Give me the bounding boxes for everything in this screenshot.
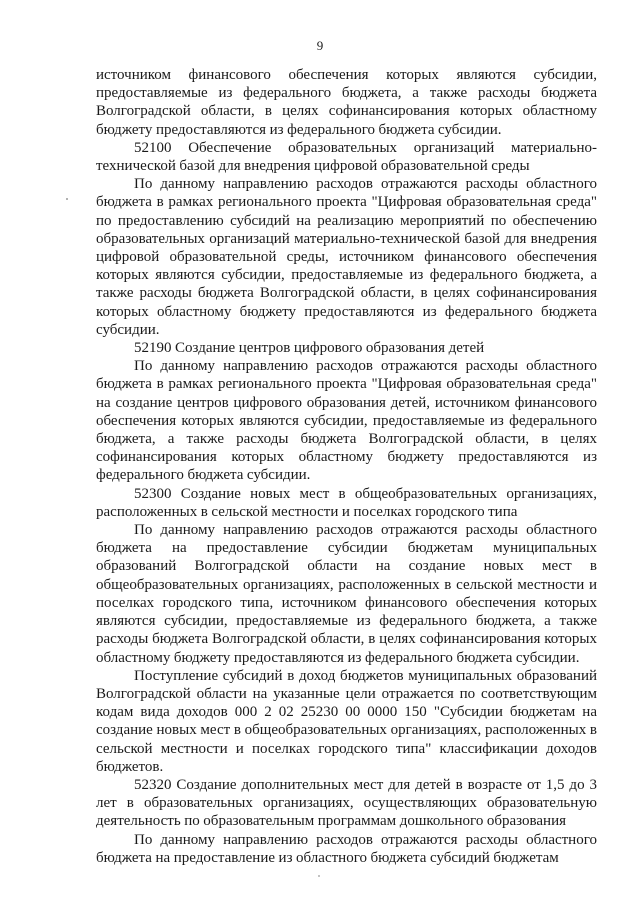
paragraph-continuation: источником финансового обеспечения которых являются субсидии, предоставляемые из федерального бюджета, а также расходы бюджета Волгоградской области, в целях софинансирования которых областному бюджету предоставляются из федерального бюджета субсидии. — [96, 67, 597, 138]
paragraph-52300-description: По данному направлению расходов отражаются расходы областного бюджета на предоставление субсидии бюджетам муниципальных образований Волгоградской области на создание новых мест в общеобразовательных организациях, расположенных в сельской местности и поселках городского типа, источником финансового обеспечения которых являются субсидии, предоставляемые из федерального бюджета, а также расходы бюджета Волгоградской области, в целях софинансирования которых областному бюджету предоставляются из федерального бюджета субсидии. — [96, 522, 597, 666]
section-heading-52320: 52320 Создание дополнительных мест для детей в возрасте от 1,5 до 3 лет в образовательных организациях, осуществляющих образовательную деятельность по образовательным программам дошкольного образования — [96, 776, 597, 830]
section-heading-52300: 52300 Создание новых мест в общеобразовательных организациях, расположенных в сельской местности и поселках городского типа — [96, 485, 597, 520]
scan-speck — [66, 198, 68, 200]
page-number: 9 — [316, 38, 324, 53]
paragraph-52100-description: По данному направлению расходов отражаются расходы областного бюджета в рамках регионального проекта "Цифровая образовательная среда" по предоставлению субсидий на реализацию мероприятий по обеспечению образовательных организаций материально-технической базой для внедрения цифровой образовательной среды, источником финансового обеспечения которых являются субсидии, предоставляемые из федерального бюджета, а также расходы бюджета Волгоградской области, в целях софинансирования которых областному бюджету предоставляются из федерального бюджета субсидии. — [96, 176, 597, 338]
paragraph-52320-description: По данному направлению расходов отражаются расходы областного бюджета на предоставление из областного бюджета субсидий бюджетам — [96, 831, 597, 866]
paragraph-52190-description: По данному направлению расходов отражаются расходы областного бюджета в рамках регионального проекта "Цифровая образовательная среда" на создание центров цифрового образования детей, источником финансового обеспечения которых являются субсидии, предоставляемые из федерального бюджета, а также расходы бюджета Волгоградской области, в целях софинансирования которых областному бюджету предоставляются из федерального бюджета субсидии. — [96, 358, 597, 484]
section-heading-52190: 52190 Создание центров цифрового образования детей — [134, 340, 485, 357]
paragraph-52300-revenue-note: Поступление субсидий в доход бюджетов муниципальных образований Волгоградской области на указанные цели отражается по соответствующим кодам вида доходов 000 2 02 25230 00 0000 150 "Субсидии бюджетам на создание новых мест в общеобразовательных организациях, расположенных в сельской местности и поселках городского типа" классификации доходов бюджетов. — [96, 667, 597, 775]
scan-speck-bottom — [318, 875, 320, 877]
section-heading-52100: 52100 Обеспечение образовательных организаций материально-технической базой для внедрения цифровой образовательной среды — [96, 139, 597, 175]
document-body — [96, 66, 597, 867]
